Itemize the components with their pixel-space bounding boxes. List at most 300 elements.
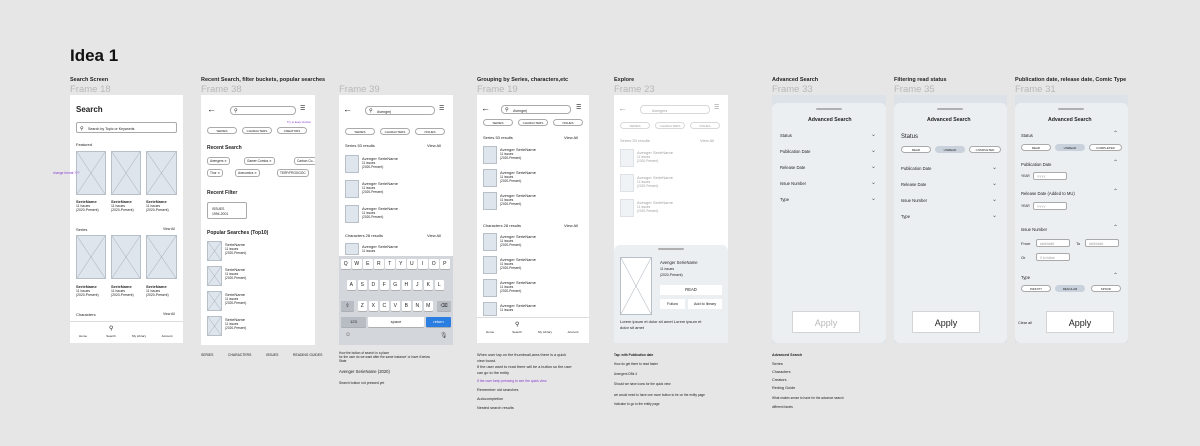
tab-account[interactable]: Account [567,330,579,334]
thumbnail[interactable] [620,199,634,217]
card-title: SerieName [76,199,97,204]
sheet-title: Advanced Search [808,117,852,123]
series-count: Series 53 results [620,138,650,143]
chevron-down-icon: ⌄ [992,213,998,219]
annotation-note: can go to the entity [477,371,510,375]
keyboard-key[interactable]: Q [341,259,351,269]
tab-search[interactable]: Search [106,334,116,338]
tab-bar [477,317,589,343]
card-issues: 11 issues [76,204,91,208]
card-years: (2020-Present) [76,293,99,297]
chip-characters[interactable]: CHARACTERS [518,119,548,126]
search-input[interactable] [230,106,296,115]
numbers-key[interactable]: 123 [341,317,366,327]
status-unread-pill[interactable]: UNREAD [1055,144,1085,151]
release-year-input[interactable] [1033,202,1067,210]
frame-label: Frame 19 [477,84,518,95]
thumbnail[interactable] [76,235,106,279]
back-arrow-icon[interactable]: ← [618,103,627,113]
frame-caption: Recent Search, filter buckets, popular searches [201,77,326,83]
back-arrow-icon[interactable]: ← [207,104,216,114]
item-years: (2020-Present) [500,179,522,183]
footer-tab-reading-guides: READING GUIDES [293,353,323,357]
follow-button[interactable]: Follow [660,299,685,309]
item-title: Avenger SerieName [500,234,536,239]
item-years: (2020-Present) [500,289,522,293]
keyboard-key[interactable]: X [369,301,379,311]
filter-row-type[interactable]: Type [901,214,911,219]
keyboard-key[interactable]: H [402,280,412,290]
issue-to-input[interactable] [1085,239,1119,247]
keyboard-key[interactable]: D [369,280,379,290]
quick-view-screen [614,95,728,343]
search-query: Avenger| [513,108,528,113]
filter-row-status[interactable]: Status [780,133,792,138]
thumbnail[interactable] [620,174,634,192]
search-icon: ⚲ [80,125,84,132]
search-input[interactable] [501,105,571,114]
emoji-icon[interactable]: ☺ [345,332,352,338]
sheet-issues: 11 issues [660,267,675,271]
item-title: Avenger SerieName [637,150,673,155]
footer-tab-issues: ISSUES [266,353,279,357]
keyboard-key[interactable]: K [424,280,434,290]
thumbnail[interactable] [483,256,497,274]
keyboard-key[interactable]: A [347,280,357,290]
chevron-up-icon[interactable]: ⌃ [1113,273,1119,279]
add-to-library-button[interactable]: Add to library [688,299,722,309]
item-title: Avenger SerieName [500,280,536,285]
footer-tab-characters: CHARACTERS [228,353,252,357]
space-key[interactable]: space [368,317,424,327]
thumbnail[interactable] [207,241,222,261]
item-years: (2020-Present) [225,301,247,305]
keyboard-key[interactable]: L [435,280,445,290]
keyboard-key[interactable]: R [374,259,384,269]
search-icon: ⚲ [369,108,373,114]
recent-chip[interactable]: Avecomics ✕ [235,169,260,177]
backspace-key[interactable]: ⌫ [437,301,451,311]
annotation-note: State [339,359,347,363]
annotation-note: If the user want to read there will be a button so the user [477,365,572,369]
item-title: SerieName [225,317,246,322]
item-issues: 11 issues [225,247,239,251]
tab-bar [70,321,183,343]
item-title: Avenger SerieName [362,181,398,186]
featured-heading: Featured [76,142,93,147]
chevron-down-icon: ⌄ [871,164,877,170]
chip-series[interactable]: SERIES [620,122,650,129]
search-input[interactable] [365,106,435,115]
status-heading: Status [1021,133,1033,138]
characters-count: Characters 28 results [483,223,522,228]
apply-button[interactable]: Apply [1046,311,1114,333]
chevron-down-icon: ⌄ [992,181,998,187]
frame-label: Frame 31 [1015,84,1056,95]
chevron-down-icon: ⌄ [871,148,877,154]
item-years: (2020-Present) [362,215,384,219]
keyboard-key[interactable]: S [358,280,368,290]
chip-series[interactable]: SERIES [483,119,513,126]
search-icon: ⚲ [234,108,238,114]
status-unread-pill[interactable]: UNREAD [935,146,965,153]
chevron-up-icon[interactable]: ⌃ [1113,160,1119,166]
chevron-down-icon: ⌄ [871,180,877,186]
shift-key[interactable]: ⇧ [341,301,354,311]
item-issues: 11 issues [225,272,239,276]
thumbnail[interactable] [207,266,222,286]
card-years: (2020-Present) [76,208,99,212]
recent-chip-label: Thor [210,171,217,175]
clear-all-link[interactable]: Clear all [1018,321,1032,325]
item-issues: 11 issues [500,308,514,312]
from-label: From [1021,241,1031,246]
item-title: SerieName [225,292,246,297]
item-title: SerieName [225,267,246,272]
side-note: change format ??? [53,171,80,175]
frame-label: Frame 35 [894,84,935,95]
item-title: Avenger SerieName [362,244,398,249]
filter-card-type: ISSUES [212,207,225,211]
issue-count-input[interactable] [1036,253,1070,261]
screen-heading: Search [76,105,103,114]
to-label: To [1076,241,1081,246]
recent-chip[interactable]: Avengers ✕ [207,157,230,165]
item-title: Avenger SerieName [500,303,536,308]
card-title: SerieName [111,199,132,204]
characters-heading: Characters [76,312,96,317]
keyboard-key[interactable]: U [407,259,417,269]
keyboard-key[interactable]: E [363,259,373,269]
item-title: SerieName [225,242,246,247]
date-type-filter-screen [1015,95,1128,343]
item-issues: 11 issues [362,211,376,215]
frame-label: Frame 18 [70,84,111,95]
item-title: Avenger SerieName [362,156,398,161]
thumbnail[interactable] [146,235,177,279]
keyboard-key[interactable]: F [380,280,390,290]
keyboard-key[interactable]: J [413,280,423,290]
filter-row-release-date[interactable]: Release Date [780,165,806,170]
keyboard-key[interactable]: V [391,301,401,311]
item-title: Avenger SerieName [500,193,536,198]
view-all-link[interactable]: View All [163,227,175,231]
recent-chip[interactable]: Gamer Comics ✕ [244,157,275,165]
view-all-link[interactable]: View All [564,135,578,140]
item-title: Avenger SerieName [500,257,536,262]
year-label: YEAR [1021,204,1030,208]
chevron-up-icon[interactable]: ⌃ [1113,189,1119,195]
item-years: (2020-Present) [637,209,659,213]
from-placeholder: ##/#/#### [1040,242,1055,246]
item-years: (2020-Present) [500,202,522,206]
chevron-up-icon[interactable]: ⌃ [1113,131,1119,137]
card-title: SerieName [146,199,167,204]
keyboard-key[interactable]: Z [358,301,368,311]
frame-label: Frame 38 [201,84,242,95]
chip-issues[interactable]: ISSUES [690,122,720,129]
thumbnail[interactable] [483,169,497,187]
keyboard-key[interactable]: C [380,301,390,311]
item-issues: 11 issues [362,249,376,253]
tab-account[interactable]: Account [161,334,173,338]
thumbnail[interactable] [345,180,359,198]
type-infinity-pill[interactable]: INFINITY [1021,285,1051,292]
item-issues: 11 issues [637,180,651,184]
tab-my-library[interactable]: My Library [131,334,146,338]
item-years: (2020-Present) [500,243,522,247]
filter-icon[interactable]: ☰ [300,106,306,112]
type-regular-pill[interactable]: REGULAR [1055,285,1085,292]
view-all-link[interactable]: View All [427,143,441,148]
thumbnail[interactable] [483,146,497,164]
filter-row-publication-date[interactable]: Publication Date [780,149,811,154]
issue-from-input[interactable] [1036,239,1070,247]
tab-search[interactable]: Search [512,330,522,334]
search-screen [70,95,183,343]
advanced-search-screen [772,95,886,343]
recent-chip-label: Avecomics [238,171,254,175]
thumbnail[interactable] [146,151,177,195]
search-placeholder: Search by Topic or Keywords [88,126,135,131]
thumbnail[interactable] [345,205,359,223]
thumbnail[interactable] [345,243,359,255]
recent-search-heading: Recent Search [207,145,242,151]
filter-icon[interactable]: ☰ [439,106,445,112]
item-years: (2020-Present) [637,184,659,188]
keyboard-key[interactable]: M [424,301,434,311]
item-issues: 11 issues [500,198,514,202]
filter-row-release-date[interactable]: Release Date [901,182,927,187]
annotation-note: we would need to have one more button to be on the entity page [614,393,705,397]
filter-icon[interactable]: ☰ [576,105,582,111]
sheet-title: Avenger SerieName [660,260,698,265]
annotation-note: Indicator to go to the entity page [614,402,660,406]
recent-chip[interactable] [294,157,315,165]
keyboard-key[interactable]: T [385,259,395,269]
chevron-down-icon: ⌄ [992,197,998,203]
status-read-pill[interactable]: READ [1021,144,1051,151]
series-heading: Series [76,227,88,232]
chip-characters[interactable]: CHARACTERS [655,122,685,129]
annotation-note: If the user keep pressing to see the quick view [477,379,547,383]
item-issues: 11 issues [500,285,514,289]
thumbnail[interactable] [483,192,497,210]
footer-tab-series: SERIES [201,353,214,357]
frame-caption: Grouping by Series, characters,etc [477,77,569,83]
tab-home[interactable]: Home [78,334,87,338]
item-years: (2020-Present) [362,190,384,194]
annotation-note: Search button not pressed yet [339,381,385,385]
sheet-grabber[interactable] [937,108,963,110]
chevron-down-icon: ⌄ [871,196,877,202]
search-input[interactable] [640,105,710,114]
item-years: (2020-Present) [362,165,384,169]
annotation-note: When user tap on the thumbnail,area there is a quick [477,353,567,357]
cover-thumbnail[interactable] [620,257,652,315]
status-read-pill[interactable]: READ [901,146,931,153]
annotation-note: Advanced Search [772,353,803,357]
sheet-title: Advanced Search [927,117,971,123]
card-issues: 11 issues [76,289,91,293]
item-years: (2020-Present) [225,276,247,280]
chip-issues[interactable]: ISSUES [415,128,445,135]
thumbnail[interactable] [620,149,634,167]
advanced-search-sheet [1015,103,1128,343]
keyboard-key[interactable]: G [391,280,401,290]
read-button[interactable]: READ [660,285,722,295]
apply-button[interactable]: Apply [792,311,860,333]
search-icon: ⚲ [505,107,509,113]
annotation-note: Should we have icons for the quick view [614,382,671,386]
keyboard-key[interactable]: I [418,259,428,269]
thumbnail[interactable] [483,302,497,316]
tab-home[interactable]: Home [485,330,494,334]
item-issues: 11 issues [362,161,376,165]
view-all-link[interactable]: View All [427,233,441,238]
annotation-note: for the user do we want after the same instance' or have it below [339,355,430,359]
card-years: (2020-Present) [146,293,169,297]
view-all-link[interactable]: View All [700,138,714,143]
thumbnail[interactable] [483,233,497,251]
chip-characters[interactable]: CHARACTERS [242,127,272,134]
status-heading: Status [901,134,919,140]
annotation-note: Reding Guide [772,386,796,390]
advanced-search-sheet [894,103,1007,343]
quick-view-sheet[interactable] [614,245,728,343]
year-placeholder: YYYY [1037,205,1046,209]
card-years: (2020-Present) [111,208,134,212]
type-heading: Type [1021,275,1031,280]
issue-number-heading: Issue Number [1021,227,1048,232]
filter-row-publication-date[interactable]: Publication Date [901,166,932,171]
page-title: Idea 1 [70,46,119,65]
view-all-link[interactable]: View All [564,223,578,228]
item-issues: 11 issues [500,262,514,266]
card-title: SerieName [76,284,97,289]
advanced-search-sheet [772,103,886,343]
status-completed-pill[interactable]: COMPLETED [969,146,1001,153]
or-placeholder: X to follow [1040,256,1055,260]
thumbnail[interactable] [111,151,141,195]
annotation-note: Nested search results [477,406,514,410]
keyboard-key[interactable]: B [402,301,412,311]
filter-row-type[interactable]: Type [780,197,790,202]
thumbnail[interactable] [207,316,222,336]
filter-row-issue-number[interactable]: Issue Number [901,198,928,203]
chip-series[interactable]: SERIES [345,128,375,135]
item-title: Avenger SerieName [362,206,398,211]
thumbnail[interactable] [207,291,222,311]
grouped-results-screen [477,95,589,343]
annotation-note: How the button of search in a place [339,351,389,355]
chevron-up-icon[interactable]: ⌃ [1113,225,1119,231]
item-years: (2020-Present) [225,326,247,330]
item-years: (2020-Present) [225,251,247,255]
chip-characters[interactable]: CHARACTERS [380,128,410,135]
sheet-grabber[interactable] [816,108,842,110]
frame-caption: Search Screen [70,77,109,83]
filter-row-issue-number[interactable]: Issue Number [780,181,807,186]
item-years: (2020-Present) [500,156,522,160]
search-input[interactable] [76,122,177,133]
annotation-note: Tap: with Publication date [614,353,654,357]
series-count: Series 53 results [345,143,375,148]
filter-card-range: 1994-2001 [212,212,229,216]
keyboard-key[interactable]: Y [396,259,406,269]
card-issues: 11 issues [111,289,126,293]
tab-my-library[interactable]: My Library [537,330,552,334]
chip-creators[interactable]: CREATORS [277,127,307,134]
recent-chip[interactable] [277,169,309,177]
card-issues: 11 issues [146,289,161,293]
year-placeholder: YYYY [1037,175,1046,179]
type-spoof-pill[interactable]: SPOOF [1091,285,1121,292]
keyboard-key[interactable]: N [413,301,423,311]
item-issues: 11 issues [500,175,514,179]
frame-caption: Advanced Search [772,77,819,83]
sheet-title: Advanced Search [1048,117,1092,123]
back-arrow-icon[interactable]: ← [481,103,490,113]
chip-series[interactable]: SERIES [207,127,237,134]
return-key[interactable]: return [426,317,451,327]
microphone-icon[interactable]: 🎙 [440,333,448,339]
item-issues: 11 issues [637,205,651,209]
publication-date-heading: Publication Date [1021,162,1052,167]
keyboard-key[interactable]: O [429,259,439,269]
card-issues: 11 issues [111,204,126,208]
search-icon: ⚲ [109,326,114,332]
annotation-note: Remember old searches [477,388,519,392]
status-completed-pill[interactable]: COMPLETED [1089,144,1122,151]
annotation-note: Creators [772,378,787,382]
publication-year-input[interactable] [1033,172,1067,180]
item-title: Avenger SerieName [500,170,536,175]
item-title: Avenger SerieName [637,200,673,205]
card-title: SerieName [146,284,167,289]
search-icon: ⚲ [515,322,520,328]
annotation-note: Avengers DBk 4 [614,372,637,376]
recent-chip[interactable]: Thor ✕ [207,169,223,177]
thumbnail[interactable] [483,279,497,297]
apply-button[interactable]: Apply [912,311,980,333]
keyboard-key[interactable]: P [440,259,450,269]
thumbnail[interactable] [345,155,359,173]
filter-icon[interactable]: ☰ [714,105,720,111]
item-title: Avenger SerieName [500,147,536,152]
thumbnail[interactable] [76,151,106,195]
search-query: Avenger| [377,109,392,114]
back-arrow-icon[interactable]: ← [343,104,352,114]
card-title: SerieName [111,284,132,289]
release-date-heading: Release Date (Added to MU) [1021,191,1075,196]
chevron-down-icon: ⌄ [871,132,877,138]
keyboard-key[interactable]: W [352,259,362,269]
annotation-note: Series [772,362,783,366]
annotation-note: What makes sense to have for the advance search [772,396,844,400]
search-query: Avengers [652,108,668,113]
chip-issues[interactable]: ISSUES [553,119,583,126]
recent-chip-label: Avengers [210,159,224,163]
read-status-screen [894,95,1007,343]
recent-filter-card[interactable] [207,202,247,219]
sheet-grabber[interactable] [658,248,684,250]
thumbnail[interactable] [111,235,141,279]
view-all-link[interactable]: View All [163,312,175,316]
description-text: Lorem ipsum et dolor sit amet Lorem ipsum et dolor sit amet [620,319,702,330]
item-years: (2020-Present) [500,266,522,270]
sheet-grabber[interactable] [1058,108,1084,110]
